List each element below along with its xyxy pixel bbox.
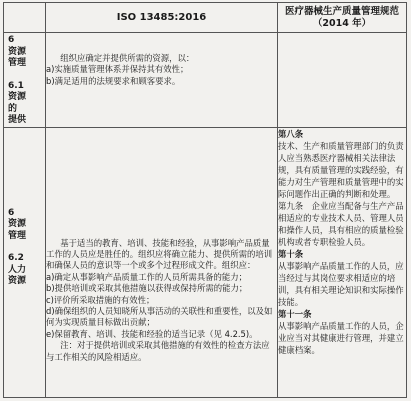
header-blank-cell — [4, 3, 46, 33]
gmp-text-cell-6-1 — [278, 33, 407, 128]
gmp-article-11-title: 第十一条 — [278, 308, 312, 319]
iso-6-2-item-d: d)确保组织的人员知晓所从事活动的关联性和重要性，以及如何为实现质量目标做出贡献； — [46, 305, 273, 328]
iso-6-1-item-b: b)满足适用的法规要求和顾客要求。 — [46, 75, 181, 86]
clause-label-6-1: 6 资源 管理 6.1 资源 的 提供 — [8, 35, 27, 125]
iso-6-2-item-a: a)确定从事影响产品质量工作的人员所需具备的能力； — [46, 271, 248, 282]
gmp-text-cell-6-2 — [278, 127, 407, 397]
iso-text-cell-6-1 — [46, 33, 278, 128]
header-gmp-title: 医疗器械生产质量管理规范 — [284, 5, 399, 17]
table-header-row — [4, 3, 407, 33]
iso-6-2-item-c: c)评价所采取措施的有效性； — [46, 294, 155, 305]
table-row-human-resources — [4, 127, 407, 397]
iso-6-1-intro: 组织应确定并提供所需的资源，以： — [60, 53, 195, 63]
header-gmp-year: （2014 年） — [312, 17, 372, 29]
gmp-article-9-text: 第九条 企业应当配备与生产产品相适应的专业技术人员、管理人员和操作人员，具有相应的质量检验机构或者专职检验人员。 — [278, 200, 404, 247]
clause-cell-6-2 — [4, 127, 46, 397]
iso-6-1-item-a: a)实施质量管理体系并保持其有效性； — [46, 64, 189, 75]
header-iso-standard: ISO 13485:2016 — [46, 3, 278, 33]
clause-label-6-2: 6 资源 管理 6.2 人力 资源 — [8, 207, 27, 286]
iso-6-2-item-b: b)提供培训或采取其他措施以获得或保持所需的能力； — [46, 283, 248, 294]
header-gmp-regulation — [278, 3, 407, 33]
iso-6-2-intro: 基于适当的教育、培训、技能和经验，从事影响产品质量工作的人员应是胜任的。组织应将确立能力、提供所需的培训和确保人员的意识等一个或多个过程形成文件。组织应： — [46, 237, 273, 271]
gmp-article-10-text: 从事影响产品质量工作的人员，应当经过与其岗位要求相适应的培训，具有相关理论知识和实际操作技能。 — [278, 260, 404, 307]
iso-text-cell-6-2 — [46, 127, 278, 397]
iso-6-2-item-e: e)保留教育、培训、技能和经验的适当记录（见 4.2.5)。 — [46, 328, 258, 339]
gmp-article-10-title: 第十条 — [278, 248, 304, 259]
gmp-article-8-text: 技术、生产和质量管理部门的负责人应当熟悉医疗器械相关法律法规，具有质量管理的实践经验，有能力对生产管理和质量管理中的实际问题作出正确的判断和处理。 — [278, 140, 404, 199]
table-row-resource-provision — [4, 33, 407, 128]
clause-cell-6-1 — [4, 33, 46, 128]
gmp-article-11-text: 从事影响产品质量工作的人员，企业应当对其健康进行管理，并建立健康档案。 — [278, 320, 404, 355]
iso-6-2-note: 注：对于提供培训或采取其他措施的有效性的检查方法应与工作相关的风险相适应。 — [46, 340, 270, 362]
comparison-table — [3, 2, 407, 398]
gmp-article-8-title: 第八条 — [278, 128, 304, 139]
